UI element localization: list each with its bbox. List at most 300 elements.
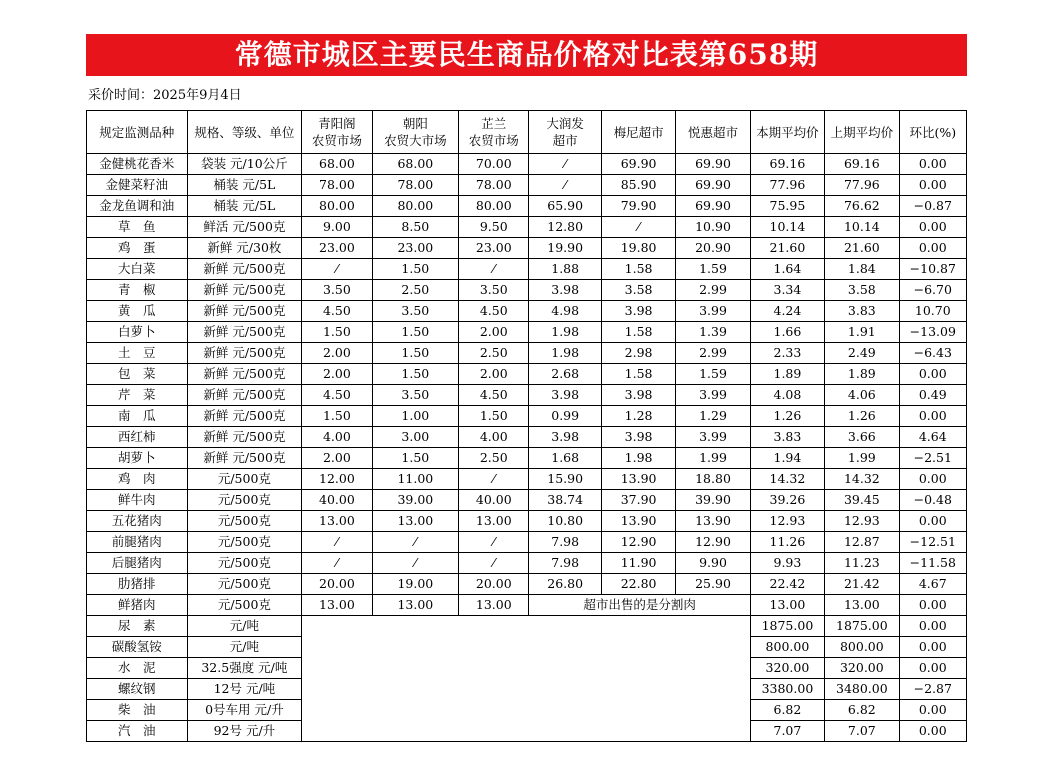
price-cell: 19.80 <box>601 238 675 259</box>
price-cell: 4.50 <box>302 385 372 406</box>
item-name: 前腿猪肉 <box>87 532 188 553</box>
price-cell: 0.00 <box>899 238 966 259</box>
price-cell: 38.74 <box>529 490 601 511</box>
item-spec: 元/500克 <box>187 553 302 574</box>
price-cell: 1.26 <box>750 406 824 427</box>
price-cell: 77.96 <box>825 175 899 196</box>
price-cell: ⁄ <box>529 154 601 175</box>
price-cell: 1.50 <box>302 322 372 343</box>
item-spec: 桶装 元/5L <box>187 196 302 217</box>
price-cell: 10.14 <box>825 217 899 238</box>
column-header: 本期平均价 <box>750 111 824 154</box>
item-spec: 元/500克 <box>187 511 302 532</box>
column-header: 芷兰 农贸市场 <box>459 111 529 154</box>
column-header: 环比(%) <box>899 111 966 154</box>
price-cell: 3.98 <box>529 385 601 406</box>
price-cell: 23.00 <box>459 238 529 259</box>
table-row <box>87 217 967 238</box>
price-cell: 10.80 <box>529 511 601 532</box>
price-cell: 0.00 <box>899 217 966 238</box>
item-name: 金龙鱼调和油 <box>87 196 188 217</box>
price-cell: 10.14 <box>750 217 824 238</box>
price-cell: 2.33 <box>750 343 824 364</box>
price-cell: 0.00 <box>899 154 966 175</box>
price-cell: 4.00 <box>459 427 529 448</box>
price-cell: 1.50 <box>372 364 458 385</box>
price-cell: 68.00 <box>302 154 372 175</box>
price-cell: 4.00 <box>302 427 372 448</box>
price-cell: 4.98 <box>529 301 601 322</box>
item-name: 碳酸氢铵 <box>87 637 188 658</box>
column-header: 规定监测品种 <box>87 111 188 154</box>
price-cell: 22.80 <box>601 574 675 595</box>
table-row <box>87 175 967 196</box>
price-cell: 78.00 <box>372 175 458 196</box>
price-cell: 40.00 <box>302 490 372 511</box>
table-row <box>87 532 967 553</box>
price-cell: 3.99 <box>676 301 750 322</box>
price-cell: 20.00 <box>459 574 529 595</box>
price-cell: 2.00 <box>302 343 372 364</box>
price-cell: 0.99 <box>529 406 601 427</box>
price-cell: 37.90 <box>601 490 675 511</box>
price-cell: 4.67 <box>899 574 966 595</box>
column-header: 梅尼超市 <box>601 111 675 154</box>
table-row <box>87 259 967 280</box>
price-cell: 3.58 <box>825 280 899 301</box>
price-cell: 1.29 <box>676 406 750 427</box>
price-cell: 3.58 <box>601 280 675 301</box>
price-cell: −2.87 <box>899 679 966 700</box>
price-cell: 25.90 <box>676 574 750 595</box>
price-cell: 9.90 <box>676 553 750 574</box>
price-cell: 800.00 <box>750 637 824 658</box>
price-cell: 1.94 <box>750 448 824 469</box>
price-cell: 1.28 <box>601 406 675 427</box>
column-header: 青阳阁 农贸市场 <box>302 111 372 154</box>
item-spec: 元/500克 <box>187 574 302 595</box>
item-name: 胡萝卜 <box>87 448 188 469</box>
price-cell: 13.00 <box>372 595 458 616</box>
price-cell: ⁄ <box>601 217 675 238</box>
price-cell: 12.90 <box>676 532 750 553</box>
price-cell: 4.50 <box>302 301 372 322</box>
price-cell: 78.00 <box>302 175 372 196</box>
table-row <box>87 427 967 448</box>
price-cell: 69.90 <box>601 154 675 175</box>
table-row <box>87 322 967 343</box>
price-cell: 20.00 <box>302 574 372 595</box>
price-cell: 2.00 <box>302 448 372 469</box>
collection-date: 采价时间：2025年9月4日 <box>88 88 242 103</box>
price-cell: 80.00 <box>372 196 458 217</box>
price-cell: 75.95 <box>750 196 824 217</box>
price-cell: ⁄ <box>459 553 529 574</box>
price-cell: 21.60 <box>750 238 824 259</box>
price-cell: 21.60 <box>825 238 899 259</box>
price-cell: 1.66 <box>750 322 824 343</box>
item-name: 肋猪排 <box>87 574 188 595</box>
price-cell: 7.07 <box>825 721 899 742</box>
item-spec: 元/吨 <box>187 637 302 658</box>
item-name: 南 瓜 <box>87 406 188 427</box>
price-cell: 1.91 <box>825 322 899 343</box>
item-spec: 32.5强度 元/吨 <box>187 658 302 679</box>
price-cell: 1.50 <box>372 448 458 469</box>
item-spec: 新鲜 元/30枚 <box>187 238 302 259</box>
price-cell: 39.00 <box>372 490 458 511</box>
price-cell: 1875.00 <box>750 616 824 637</box>
price-cell: 3.98 <box>529 280 601 301</box>
price-cell: 11.90 <box>601 553 675 574</box>
price-cell: 1.58 <box>601 259 675 280</box>
item-spec: 0号车用 元/升 <box>187 700 302 721</box>
price-cell: 19.90 <box>529 238 601 259</box>
item-name: 后腿猪肉 <box>87 553 188 574</box>
price-cell: 79.90 <box>601 196 675 217</box>
item-name: 金健菜籽油 <box>87 175 188 196</box>
price-cell: 1.59 <box>676 259 750 280</box>
table-row <box>87 469 967 490</box>
table-row <box>87 553 967 574</box>
table-row <box>87 280 967 301</box>
table-row <box>87 406 967 427</box>
item-name: 水 泥 <box>87 658 188 679</box>
item-name: 包 菜 <box>87 364 188 385</box>
price-cell: ⁄ <box>372 553 458 574</box>
price-cell: 4.06 <box>825 385 899 406</box>
price-cell: ⁄ <box>529 175 601 196</box>
price-cell: 3480.00 <box>825 679 899 700</box>
price-cell: 80.00 <box>302 196 372 217</box>
price-cell: 1.50 <box>372 322 458 343</box>
item-spec: 新鲜 元/500克 <box>187 343 302 364</box>
price-cell: 3.98 <box>529 427 601 448</box>
price-cell: ⁄ <box>302 259 372 280</box>
price-cell: 22.42 <box>750 574 824 595</box>
price-cell: −11.58 <box>899 553 966 574</box>
item-spec: 新鲜 元/500克 <box>187 448 302 469</box>
price-cell: 2.68 <box>529 364 601 385</box>
item-spec: 鲜活 元/500克 <box>187 217 302 238</box>
price-cell: 13.00 <box>372 511 458 532</box>
price-cell: 1.98 <box>529 322 601 343</box>
price-cell: 39.45 <box>825 490 899 511</box>
table-row <box>87 343 967 364</box>
price-cell: 69.90 <box>676 175 750 196</box>
price-cell: ⁄ <box>372 532 458 553</box>
table-row <box>87 595 967 616</box>
table-row <box>87 490 967 511</box>
price-cell: 4.24 <box>750 301 824 322</box>
price-cell: 1.68 <box>529 448 601 469</box>
price-cell: 69.16 <box>750 154 824 175</box>
column-header: 上期平均价 <box>825 111 899 154</box>
price-cell: 4.08 <box>750 385 824 406</box>
price-cell: 9.00 <box>302 217 372 238</box>
table-row <box>87 238 967 259</box>
price-cell: 0.00 <box>899 700 966 721</box>
item-name: 青 椒 <box>87 280 188 301</box>
price-cell: 19.00 <box>372 574 458 595</box>
price-cell: ⁄ <box>459 532 529 553</box>
price-cell: 23.00 <box>372 238 458 259</box>
item-name: 芹 菜 <box>87 385 188 406</box>
table-row <box>87 448 967 469</box>
price-cell: 65.90 <box>529 196 601 217</box>
price-cell: 3.50 <box>372 385 458 406</box>
price-table <box>86 110 967 742</box>
price-cell: 76.62 <box>825 196 899 217</box>
price-cell: 3.98 <box>601 385 675 406</box>
price-cell: −6.70 <box>899 280 966 301</box>
page-title: 常德市城区主要民生商品价格对比表第658期 <box>86 34 967 76</box>
price-cell: 12.00 <box>302 469 372 490</box>
price-cell: 3.83 <box>750 427 824 448</box>
price-cell: 1.58 <box>601 364 675 385</box>
item-spec: 元/吨 <box>187 616 302 637</box>
price-cell: 18.80 <box>676 469 750 490</box>
item-spec: 元/500克 <box>187 532 302 553</box>
item-name: 鸡 肉 <box>87 469 188 490</box>
price-cell: 3380.00 <box>750 679 824 700</box>
price-cell: 2.49 <box>825 343 899 364</box>
price-cell: −12.51 <box>899 532 966 553</box>
price-cell: 2.00 <box>459 364 529 385</box>
item-name: 尿 素 <box>87 616 188 637</box>
price-cell: 800.00 <box>825 637 899 658</box>
price-cell: −0.48 <box>899 490 966 511</box>
price-cell: 1.98 <box>529 343 601 364</box>
price-cell: 11.00 <box>372 469 458 490</box>
price-cell: 0.00 <box>899 511 966 532</box>
item-name: 鲜牛肉 <box>87 490 188 511</box>
price-cell: 4.64 <box>899 427 966 448</box>
price-cell: 0.49 <box>899 385 966 406</box>
price-cell: 13.00 <box>825 595 899 616</box>
price-cell: 13.90 <box>676 511 750 532</box>
price-cell: 69.16 <box>825 154 899 175</box>
price-cell: 26.80 <box>529 574 601 595</box>
item-name: 鸡 蛋 <box>87 238 188 259</box>
item-spec: 新鲜 元/500克 <box>187 280 302 301</box>
price-cell: 4.50 <box>459 301 529 322</box>
price-cell: 3.99 <box>676 427 750 448</box>
price-cell: 14.32 <box>750 469 824 490</box>
price-cell: 13.00 <box>750 595 824 616</box>
price-cell: 13.00 <box>302 511 372 532</box>
price-cell: 1.58 <box>601 322 675 343</box>
price-cell: 2.99 <box>676 343 750 364</box>
table-row <box>87 385 967 406</box>
price-cell: −10.87 <box>899 259 966 280</box>
item-spec: 桶装 元/5L <box>187 175 302 196</box>
price-cell: 3.50 <box>372 301 458 322</box>
price-cell: 9.93 <box>750 553 824 574</box>
price-cell: 7.07 <box>750 721 824 742</box>
price-cell: 12.93 <box>825 511 899 532</box>
price-cell: 3.00 <box>372 427 458 448</box>
price-cell: 1.39 <box>676 322 750 343</box>
price-cell: 3.50 <box>302 280 372 301</box>
price-cell: 2.00 <box>459 322 529 343</box>
price-cell: 13.00 <box>302 595 372 616</box>
price-cell: 320.00 <box>825 658 899 679</box>
price-cell: 9.50 <box>459 217 529 238</box>
table-row <box>87 364 967 385</box>
item-spec: 袋装 元/10公斤 <box>187 154 302 175</box>
column-header: 大润发 超市 <box>529 111 601 154</box>
price-cell: 6.82 <box>750 700 824 721</box>
item-spec: 92号 元/升 <box>187 721 302 742</box>
price-cell: 1.88 <box>529 259 601 280</box>
price-cell: 40.00 <box>459 490 529 511</box>
item-spec: 新鲜 元/500克 <box>187 385 302 406</box>
price-cell: 3.98 <box>601 301 675 322</box>
price-cell: 39.26 <box>750 490 824 511</box>
column-header: 规格、等级、单位 <box>187 111 302 154</box>
item-spec: 元/500克 <box>187 595 302 616</box>
price-cell: 10.90 <box>676 217 750 238</box>
price-cell: 0.00 <box>899 721 966 742</box>
price-cell: 1.99 <box>825 448 899 469</box>
price-cell: 1.89 <box>825 364 899 385</box>
price-cell: 0.00 <box>899 364 966 385</box>
price-cell: 77.96 <box>750 175 824 196</box>
price-cell: 13.90 <box>601 469 675 490</box>
price-cell: 1.26 <box>825 406 899 427</box>
price-cell: ⁄ <box>459 469 529 490</box>
item-spec: 新鲜 元/500克 <box>187 427 302 448</box>
price-cell: −0.87 <box>899 196 966 217</box>
price-cell: 39.90 <box>676 490 750 511</box>
item-spec: 新鲜 元/500克 <box>187 322 302 343</box>
price-cell: 1.99 <box>676 448 750 469</box>
price-cell: 320.00 <box>750 658 824 679</box>
price-cell: 2.98 <box>601 343 675 364</box>
price-cell: 0.00 <box>899 469 966 490</box>
price-cell: 4.50 <box>459 385 529 406</box>
price-cell: 14.32 <box>825 469 899 490</box>
price-cell: 10.70 <box>899 301 966 322</box>
price-cell: 2.50 <box>459 448 529 469</box>
price-cell: 1.50 <box>302 406 372 427</box>
supermarket-note: 超市出售的是分割肉 <box>529 595 750 616</box>
price-cell: 12.90 <box>601 532 675 553</box>
item-name: 五花猪肉 <box>87 511 188 532</box>
price-cell: 69.90 <box>676 196 750 217</box>
price-cell: 20.90 <box>676 238 750 259</box>
price-cell: 0.00 <box>899 175 966 196</box>
price-cell: −6.43 <box>899 343 966 364</box>
price-cell: 78.00 <box>459 175 529 196</box>
table-header-row <box>87 111 967 154</box>
item-spec: 元/500克 <box>187 469 302 490</box>
price-cell: 7.98 <box>529 553 601 574</box>
price-cell: 12.93 <box>750 511 824 532</box>
item-spec: 新鲜 元/500克 <box>187 301 302 322</box>
item-spec: 新鲜 元/500克 <box>187 259 302 280</box>
price-cell: 13.00 <box>459 595 529 616</box>
price-cell: 1.50 <box>372 343 458 364</box>
price-cell: 12.87 <box>825 532 899 553</box>
column-header: 朝阳 农贸大市场 <box>372 111 458 154</box>
price-cell: 1.98 <box>601 448 675 469</box>
price-cell: 1.00 <box>372 406 458 427</box>
price-cell: 3.50 <box>459 280 529 301</box>
price-cell: 80.00 <box>459 196 529 217</box>
price-cell: 7.98 <box>529 532 601 553</box>
item-name: 西红柿 <box>87 427 188 448</box>
price-cell: 3.83 <box>825 301 899 322</box>
price-cell: ⁄ <box>302 553 372 574</box>
item-name: 汽 油 <box>87 721 188 742</box>
price-cell: 11.23 <box>825 553 899 574</box>
item-name: 鲜猪肉 <box>87 595 188 616</box>
table-row <box>87 574 967 595</box>
item-name: 大白菜 <box>87 259 188 280</box>
price-cell: 68.00 <box>372 154 458 175</box>
item-spec: 新鲜 元/500克 <box>187 364 302 385</box>
item-spec: 12号 元/吨 <box>187 679 302 700</box>
price-cell: 69.90 <box>676 154 750 175</box>
price-cell: 2.99 <box>676 280 750 301</box>
table-row <box>87 301 967 322</box>
price-cell: 1.50 <box>372 259 458 280</box>
price-cell: 2.50 <box>372 280 458 301</box>
price-cell: 13.00 <box>459 511 529 532</box>
price-cell: 1.84 <box>825 259 899 280</box>
price-cell: 1.64 <box>750 259 824 280</box>
price-cell: 0.00 <box>899 616 966 637</box>
price-cell: ⁄ <box>302 532 372 553</box>
price-cell: 0.00 <box>899 637 966 658</box>
price-cell: 2.50 <box>459 343 529 364</box>
price-cell: ⁄ <box>459 259 529 280</box>
item-name: 草 鱼 <box>87 217 188 238</box>
price-cell: 15.90 <box>529 469 601 490</box>
price-cell: 8.50 <box>372 217 458 238</box>
price-cell: 3.34 <box>750 280 824 301</box>
empty-market-area <box>302 616 751 742</box>
price-cell: −2.51 <box>899 448 966 469</box>
item-name: 柴 油 <box>87 700 188 721</box>
item-spec: 新鲜 元/500克 <box>187 406 302 427</box>
price-cell: 1.89 <box>750 364 824 385</box>
price-cell: 70.00 <box>459 154 529 175</box>
item-name: 金健桃花香米 <box>87 154 188 175</box>
table-row <box>87 196 967 217</box>
price-cell: 1.50 <box>459 406 529 427</box>
price-cell: 85.90 <box>601 175 675 196</box>
table-row <box>87 154 967 175</box>
price-cell: 3.66 <box>825 427 899 448</box>
table-row <box>87 511 967 532</box>
price-cell: 3.99 <box>676 385 750 406</box>
column-header: 悦惠超市 <box>676 111 750 154</box>
price-cell: 2.00 <box>302 364 372 385</box>
price-cell: 23.00 <box>302 238 372 259</box>
price-cell: −13.09 <box>899 322 966 343</box>
price-cell: 0.00 <box>899 406 966 427</box>
item-spec: 元/500克 <box>187 490 302 511</box>
price-cell: 21.42 <box>825 574 899 595</box>
price-cell: 13.90 <box>601 511 675 532</box>
price-cell: 6.82 <box>825 700 899 721</box>
price-cell: 1.59 <box>676 364 750 385</box>
item-name: 螺纹钢 <box>87 679 188 700</box>
item-name: 土 豆 <box>87 343 188 364</box>
